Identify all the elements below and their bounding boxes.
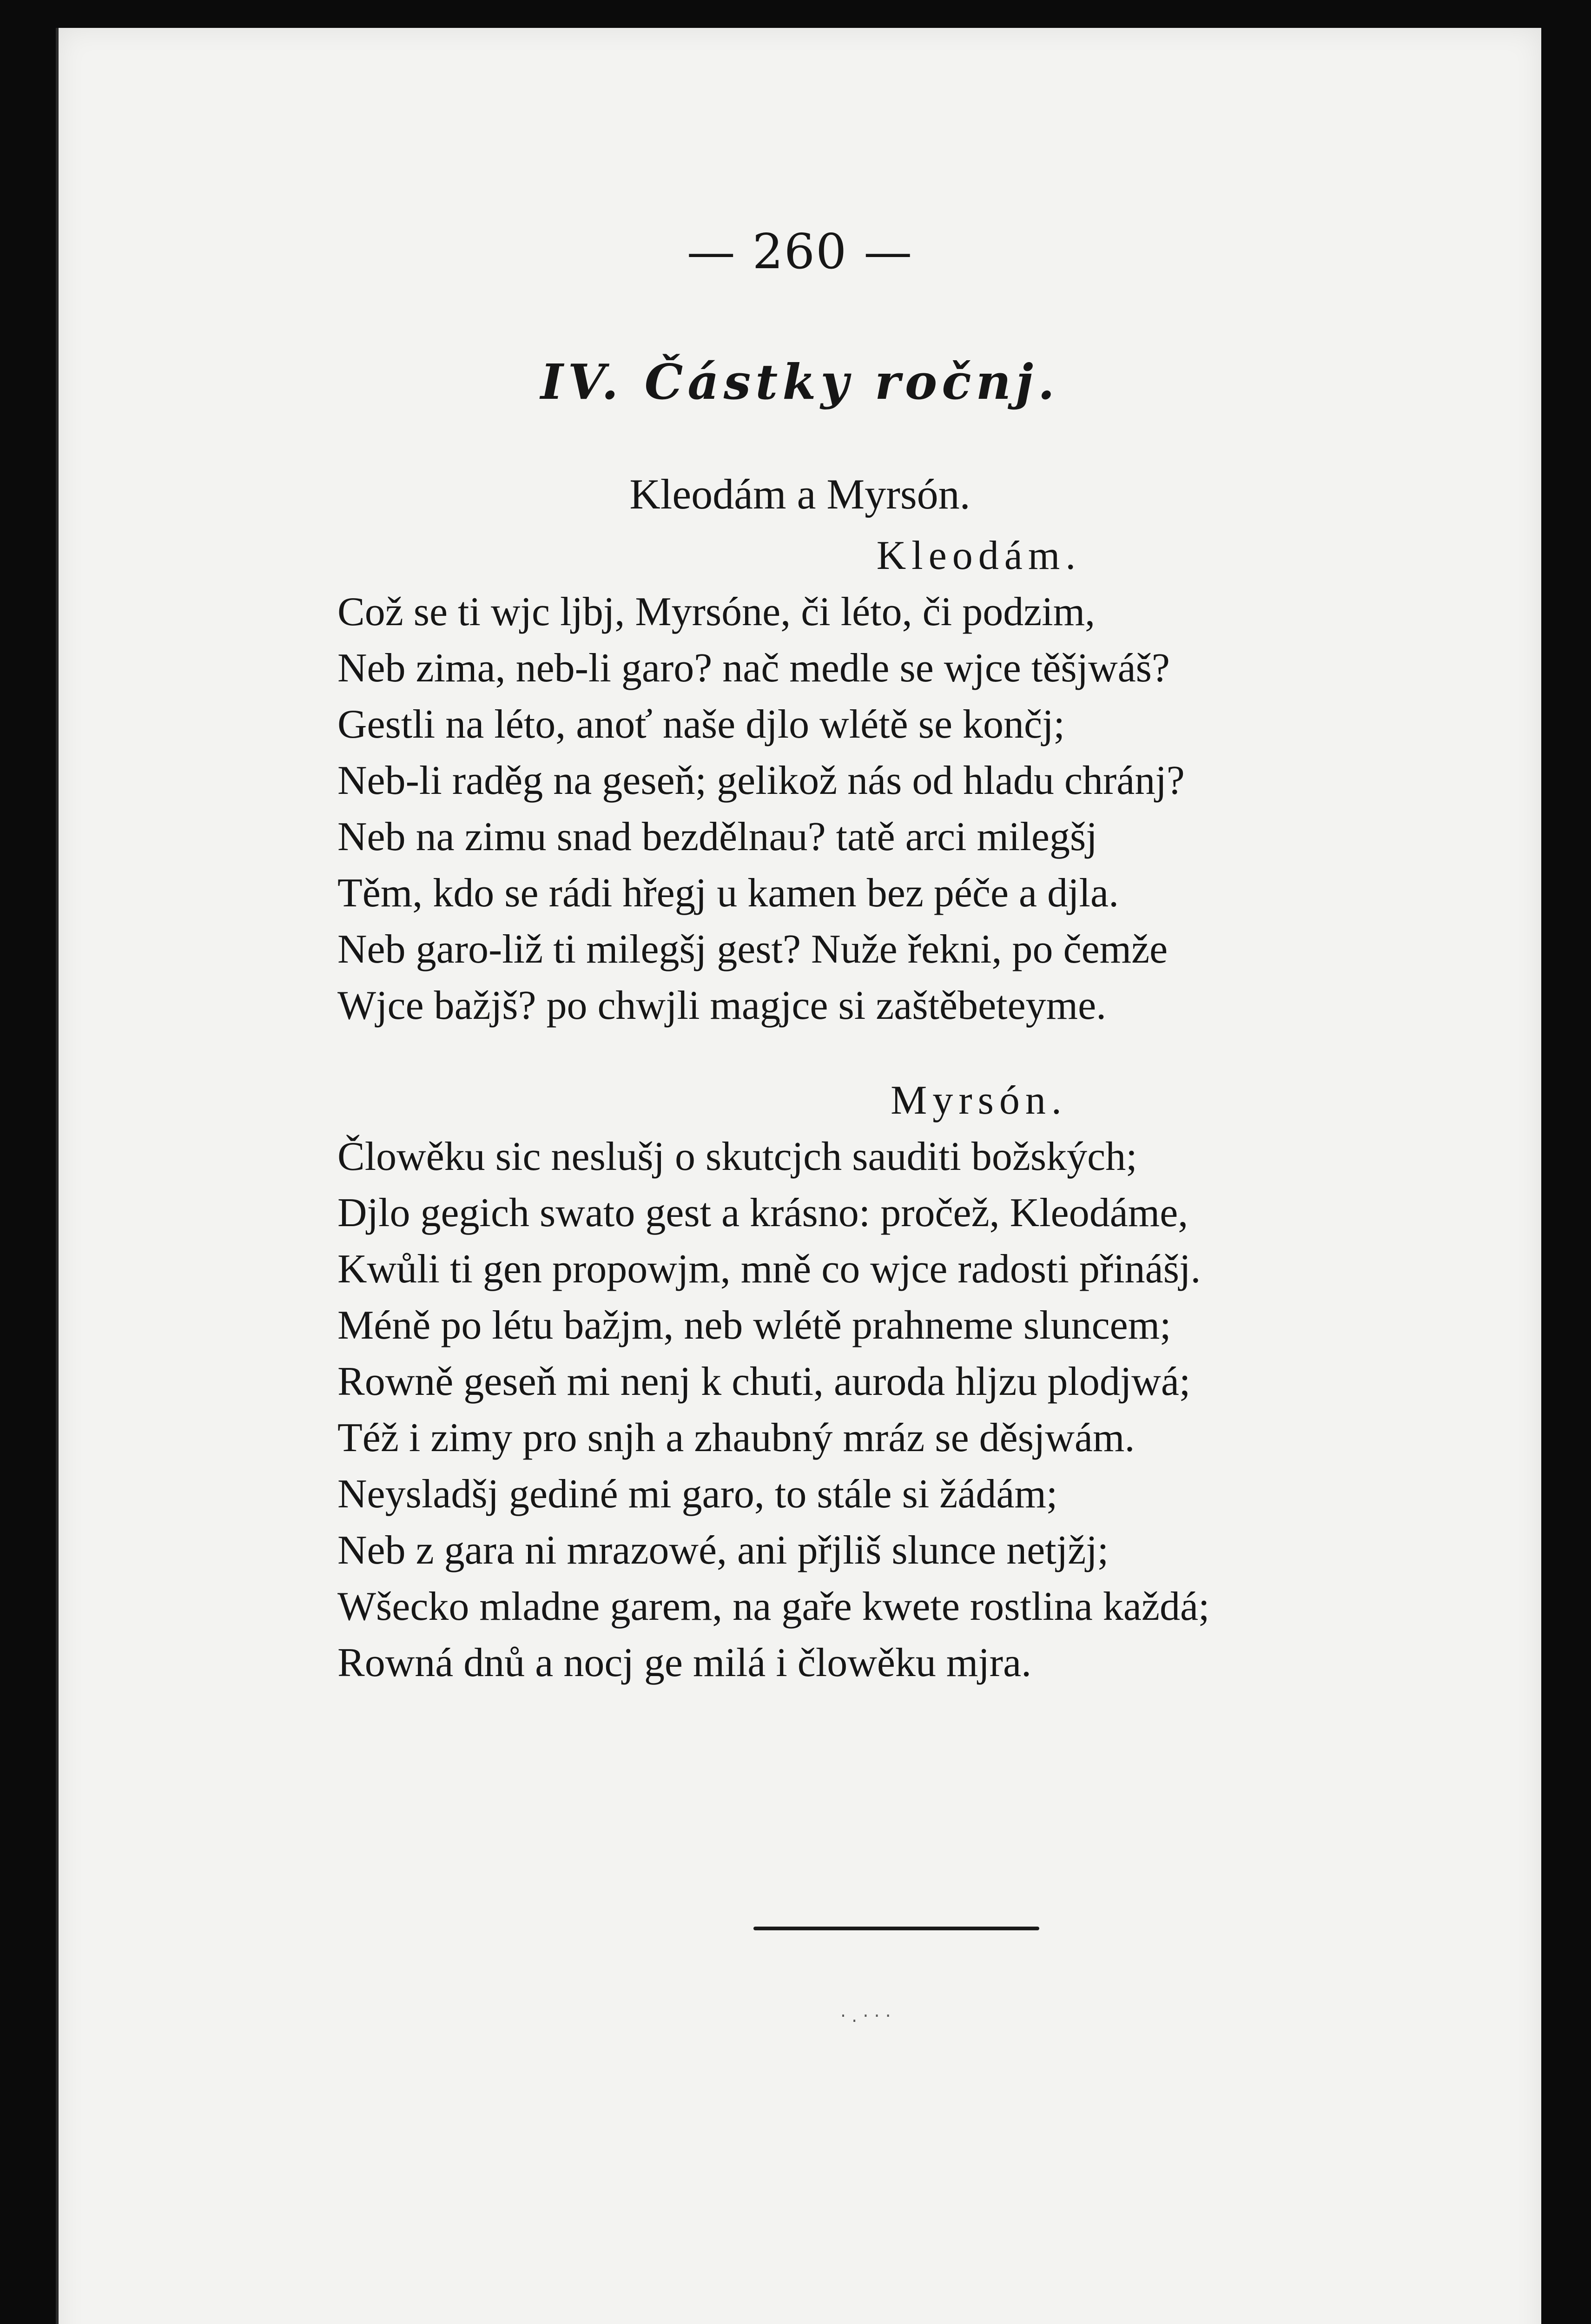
- verse-line: Též i zimy pro snjh a zhaubný mráz se děsjwám.: [337, 1415, 1135, 1460]
- verse-line: Neysladšj gediné mi garo, to stále si žádám;: [337, 1472, 1058, 1517]
- verse-line: Neb garo-liž ti milegšj gest? Nuže řekni, po čemže: [337, 927, 1168, 972]
- end-rule-divider: [753, 1927, 1039, 1930]
- stanza-myrson: [337, 1072, 1527, 1691]
- verse-line: Neb na zimu snad bezdělnau? tatě arci milegšj: [337, 814, 1097, 859]
- verse-line: Rowná dnů a nocj ge milá i člowěku mjra.: [337, 1640, 1032, 1685]
- verse-line: Gestli na léto, anoť naše djlo wlétě se končj;: [337, 702, 1065, 747]
- page-number: — 260 —: [687, 223, 913, 280]
- print-specks: · . · · ·: [840, 2006, 891, 2026]
- verse-line: Což se ti wjc ljbj, Myrsóne, či léto, či podzim,: [337, 589, 1096, 634]
- verse-line: Kwůli ti gen propowjm, mně co wjce radosti přinášj.: [337, 1247, 1201, 1292]
- section-title: IV. Částky ročnj.: [541, 353, 1059, 410]
- verse-line: Rowně geseň mi nenj k chuti, auroda hljzu plodjwá;: [337, 1359, 1191, 1404]
- page-content: [59, 28, 1541, 2324]
- verse-line: Neb-li raděg na geseň; gelikož nás od hladu chránj?: [337, 758, 1185, 803]
- verse-line: Wšecko mladne garem, na gaře kwete rostlina každá;: [337, 1584, 1210, 1629]
- verse-line: Méně po létu bažjm, neb wlétě prahneme sluncem;: [337, 1303, 1171, 1348]
- verse-line: Wjce bažjš? po chwjli magjce si zaštěbeteyme.: [337, 983, 1107, 1028]
- verse-line: Neb zima, neb-li garo? nač medle se wjce těšjwáš?: [337, 646, 1170, 691]
- poem-title: Kleodám a Myrsón.: [629, 470, 970, 518]
- verse-line: Těm, kdo se rádi hřegj u kamen bez péče a djla.: [337, 871, 1119, 916]
- stanza-kleodam: [337, 528, 1527, 1034]
- speaker-name: Myrsón.: [891, 1078, 1067, 1123]
- book-page: [56, 28, 1541, 2324]
- verse-line: Neb z gara ni mrazowé, ani přjliš slunce netjžj;: [337, 1528, 1109, 1573]
- verse-line: Člowěku sic neslušj o skutcjch sauditi božských;: [337, 1134, 1137, 1179]
- speaker-name: Kleodám.: [876, 533, 1082, 578]
- verse-line: Djlo gegich swato gest a krásno: pročež, Kleodáme,: [337, 1190, 1188, 1235]
